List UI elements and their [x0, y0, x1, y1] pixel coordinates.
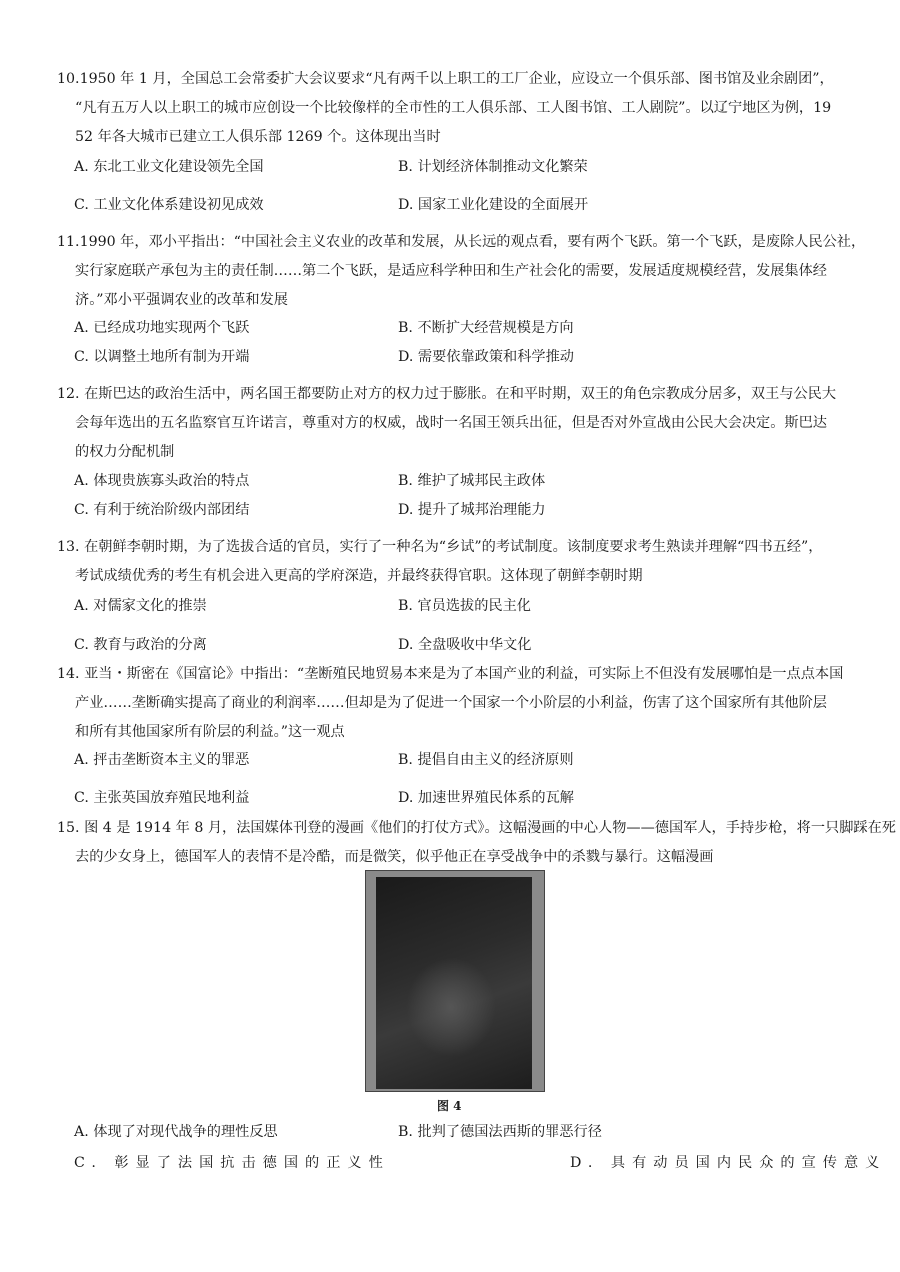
question-13-option-a: A. 对儒家文化的推崇 — [74, 598, 207, 614]
question-12-option-d: D. 提升了城邦治理能力 — [398, 502, 546, 518]
question-11-stem — [57, 228, 866, 315]
question-12-option-a: A. 体现贵族寡头政治的特点 — [74, 473, 250, 489]
question-14-option-a: A. 抨击垄断资本主义的罪恶 — [74, 752, 250, 768]
question-14-option-b: B. 提倡自由主义的经济原则 — [398, 752, 574, 768]
question-11-line-2: 实行家庭联产承包为主的责任制……第二个飞跃，是适应科学种田和生产社会化的需要，发展适度规模经营，发展集体经 — [75, 263, 827, 279]
question-13-option-c: C. 教育与政治的分离 — [74, 637, 207, 653]
question-10-option-a: A. 东北工业文化建设领先全国 — [74, 159, 264, 175]
question-10-option-d: D. 国家工业化建设的全面展开 — [398, 197, 589, 213]
question-10-option-c: C. 工业文化体系建设初见成效 — [74, 197, 264, 213]
question-14-line-3: 和所有其他国家所有阶层的利益。”这一观点 — [75, 724, 345, 740]
question-14-option-d: D. 加速世界殖民体系的瓦解 — [398, 790, 574, 806]
question-11-option-c: C. 以调整土地所有制为开端 — [74, 349, 250, 365]
question-14-line-2: 产业……垄断确实提高了商业的利润率……但却是为了促进一个国家一个小阶层的小利益，伤害了这个国家所有其他阶层 — [75, 695, 827, 711]
question-10-line-1: 10.1950 年 1 月，全国总工会常委扩大会议要求“凡有两千以上职工的工厂企业，应设立一个俱乐部、图书馆及业余剧团”， — [57, 71, 834, 87]
question-14-line-1: 14. 亚当・斯密在《国富论》中指出：“垄断殖民地贸易本来是为了本国产业的利益，可实际上不但没有发展哪怕是一点点本国 — [57, 666, 844, 682]
question-13-stem — [57, 533, 857, 591]
question-11-line-1: 11.1990 年，邓小平指出：“中国社会主义农业的改革和发展，从长远的观点看，要有两个飞跃。第一个飞跃，是废除人民公社， — [57, 234, 866, 250]
question-13-option-b: B. 官员选拔的民主化 — [398, 598, 531, 614]
question-10-line-3: 52 年各大城市已建立工人俱乐部 1269 个。这体现出当时 — [75, 129, 441, 145]
question-15-line-2: 去的少女身上，德国军人的表情不是冷酷，而是微笑，似乎他正在享受战争中的杀戮与暴行。这幅漫画 — [75, 849, 714, 865]
question-12-line-2: 会每年选出的五名监察官互许诺言，尊重对方的权威，战时一名国王领兵出征，但是否对外宣战由公民大会决定。斯巴达 — [75, 415, 827, 431]
question-14-option-c: C. 主张英国放弃殖民地利益 — [74, 790, 250, 806]
cartoon-figure-image — [365, 870, 545, 1092]
question-12-option-b: B. 维护了城邦民主政体 — [398, 473, 546, 489]
question-15-line-1: 15. 图 4 是 1914 年 8 月，法国媒体刊登的漫画《他们的打仗方式》。这幅漫画的中心人物——德国军人，手持步枪，将一只脚踩在死 — [57, 820, 896, 836]
question-13-line-1: 13. 在朝鲜李朝时期，为了选拔合适的官员，实行了一种名为“乡试”的考试制度。该制度要求考生熟读并理解“四书五经”， — [57, 539, 823, 555]
question-11-line-3: 济。”邓小平强调农业的改革和发展 — [75, 292, 288, 308]
question-10-option-b: B. 计划经济体制推动文化繁荣 — [398, 159, 588, 175]
question-12-option-c: C. 有利于统治阶级内部团结 — [74, 502, 250, 518]
question-12-line-3: 的权力分配机制 — [75, 444, 175, 460]
question-14-stem — [57, 660, 857, 747]
question-13-option-d: D. 全盘吸收中华文化 — [398, 637, 532, 653]
question-11-option-a: A. 已经成功地实现两个飞跃 — [74, 320, 250, 336]
question-15-option-b: B. 批判了德国法西斯的罪恶行径 — [398, 1124, 602, 1140]
question-15-stem — [57, 814, 896, 872]
question-15-option-d: D. 具有动员国内民众的宣传意义 — [570, 1155, 887, 1171]
question-12-line-1: 12. 在斯巴达的政治生活中，两名国王都要防止对方的权力过于膨胀。在和平时期，双王的角色宗教成分居多，双王与公民大 — [57, 386, 837, 402]
question-12-stem — [57, 380, 857, 467]
cartoon-illustration — [376, 877, 532, 1089]
question-10-line-2: “凡有五万人以上职工的城市应创设一个比较像样的全市性的工人俱乐部、工人图书馆、工人剧院”。以辽宁地区为例，19 — [75, 100, 832, 116]
question-15-option-c: C. 彰显了法国抗击德国的正义性 — [74, 1155, 390, 1171]
figure-caption: 图 4 — [437, 1099, 462, 1113]
question-13-line-2: 考试成绩优秀的考生有机会进入更高的学府深造，并最终获得官职。这体现了朝鲜李朝时期 — [75, 568, 643, 584]
question-10-stem — [57, 65, 857, 152]
question-11-option-b: B. 不断扩大经营规模是方向 — [398, 320, 574, 336]
question-11-option-d: D. 需要依靠政策和科学推动 — [398, 349, 574, 365]
question-15-option-a: A. 体现了对现代战争的理性反思 — [74, 1124, 278, 1140]
